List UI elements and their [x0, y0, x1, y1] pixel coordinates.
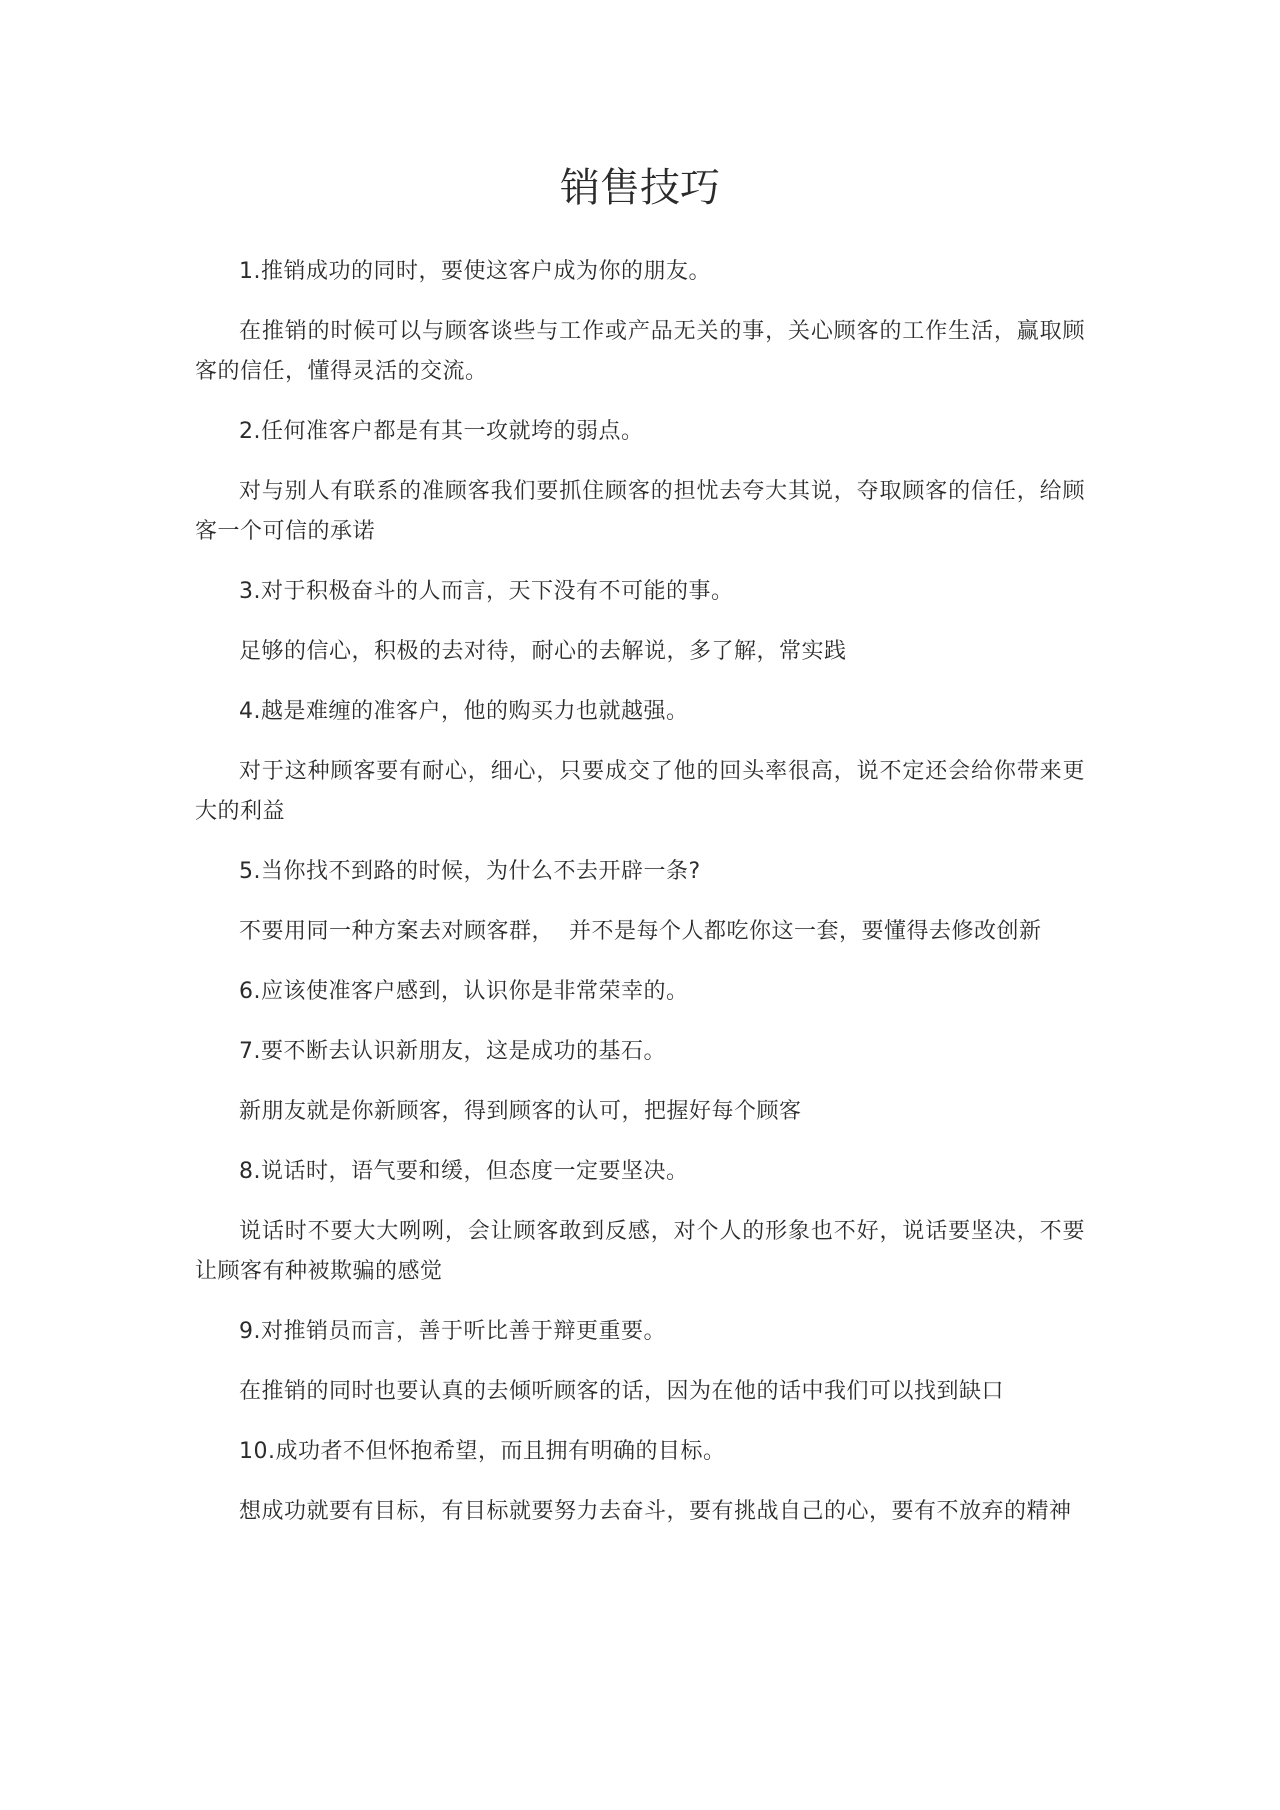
tip-heading-1: 1.推销成功的同时，要使这客户成为你的朋友。: [239, 259, 711, 284]
tip-detail-4: 对于这种顾客要有耐心，细心，只要成交了他的回头率很高，说不定还会给你带来更大的利益: [195, 759, 1085, 824]
tip-heading-4: 4.越是难缠的准客户，他的购买力也就越强。: [239, 699, 689, 724]
tip-detail-8: 说话时不要大大咧咧，会让顾客敢到反感，对个人的形象也不好，说话要坚决，不要让顾客有种被欺骗的感觉: [195, 1219, 1085, 1284]
tip-heading-9: 9.对推销员而言，善于听比善于辩更重要。: [239, 1319, 666, 1344]
tip-detail-5: 不要用同一种方案去对顾客群， 并不是每个人都吃你这一套，要懂得去修改创新: [239, 919, 1042, 944]
tip-heading-6: 6.应该使准客户感到，认识你是非常荣幸的。: [239, 979, 689, 1004]
tip-detail-9: 在推销的同时也要认真的去倾听顾客的话，因为在他的话中我们可以找到缺口: [239, 1379, 1005, 1404]
tip-heading-7: 7.要不断去认识新朋友，这是成功的基石。: [239, 1039, 666, 1064]
tip-detail-10: 想成功就要有目标，有目标就要努力去奋斗，要有挑战自己的心，要有不放弃的精神: [239, 1499, 1072, 1524]
tip-detail-1: 在推销的时候可以与顾客谈些与工作或产品无关的事，关心顾客的工作生活，赢取顾客的信任，懂得灵活的交流。: [195, 319, 1085, 384]
tip-heading-5: 5.当你找不到路的时候，为什么不去开辟一条?: [239, 859, 701, 884]
document-body: [195, 252, 1085, 1552]
tip-heading-10: 10.成功者不但怀抱希望，而且拥有明确的目标。: [239, 1439, 726, 1464]
tip-heading-3: 3.对于积极奋斗的人而言，天下没有不可能的事。: [239, 579, 734, 604]
tip-detail-2: 对与别人有联系的准顾客我们要抓住顾客的担忧去夸大其说，夺取顾客的信任，给顾客一个可信的承诺: [195, 479, 1085, 544]
tip-heading-2: 2.任何准客户都是有其一攻就垮的弱点。: [239, 419, 644, 444]
page-title: 销售技巧: [560, 165, 720, 211]
tip-detail-3: 足够的信心，积极的去对待，耐心的去解说，多了解，常实践: [239, 639, 847, 664]
tip-heading-8: 8.说话时，语气要和缓，但态度一定要坚决。: [239, 1159, 689, 1184]
tip-detail-7: 新朋友就是你新顾客，得到顾客的认可，把握好每个顾客: [239, 1099, 802, 1124]
